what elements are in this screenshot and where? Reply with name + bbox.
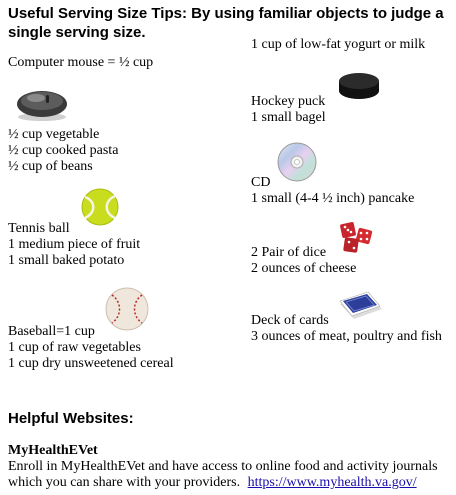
computer-mouse-icon (12, 84, 72, 124)
puck-label: Hockey puck (251, 94, 326, 109)
tennis-item: 1 small baked potato (8, 253, 125, 268)
site-description-text: which you can share with your providers. (8, 475, 241, 490)
baseball-item: 1 cup of raw vegetables (8, 340, 141, 355)
cards-label: Deck of cards (251, 313, 329, 328)
tennis-item: 1 medium piece of fruit (8, 237, 141, 252)
page-title: Useful Serving Size Tips: By using familiar objects to judge a single serving size. (8, 5, 444, 41)
mouse-item: ½ cup vegetable (8, 127, 100, 142)
cd-label: CD (251, 175, 271, 190)
site-name: MyHealthEVet (8, 443, 98, 458)
site-description-line2 (8, 475, 417, 491)
mouse-item: ½ cup cooked pasta (8, 143, 119, 158)
puck-item: 1 small bagel (251, 110, 326, 125)
helpful-heading: Helpful Websites: (8, 410, 134, 427)
deck-of-cards-icon (336, 292, 384, 322)
tennis-ball-icon (80, 187, 120, 227)
hockey-puck-icon (337, 70, 381, 102)
dice-item: 2 ounces of cheese (251, 261, 357, 276)
mouse-label: Computer mouse = ½ cup (8, 55, 154, 70)
yogurt-text: 1 cup of low-fat yogurt or milk (251, 37, 426, 52)
mouse-item: ½ cup of beans (8, 159, 93, 174)
cards-item: 3 ounces of meat, poultry and fish (251, 329, 442, 344)
tennis-label: Tennis ball (8, 221, 70, 236)
baseball-item: 1 cup dry unsweetened cereal (8, 356, 174, 371)
cd-icon (276, 141, 318, 183)
myhealth-link[interactable]: https://www.myhealth.va.gov/ (247, 475, 417, 490)
site-description: Enroll in MyHealthEVet and have access to online food and activity journals (8, 459, 438, 474)
dice-label: 2 Pair of dice (251, 245, 327, 260)
baseball-icon (104, 286, 150, 332)
dice-icon (338, 221, 376, 255)
baseball-label: Baseball=1 cup (8, 324, 95, 339)
cd-item: 1 small (4-4 ½ inch) pancake (251, 191, 415, 206)
